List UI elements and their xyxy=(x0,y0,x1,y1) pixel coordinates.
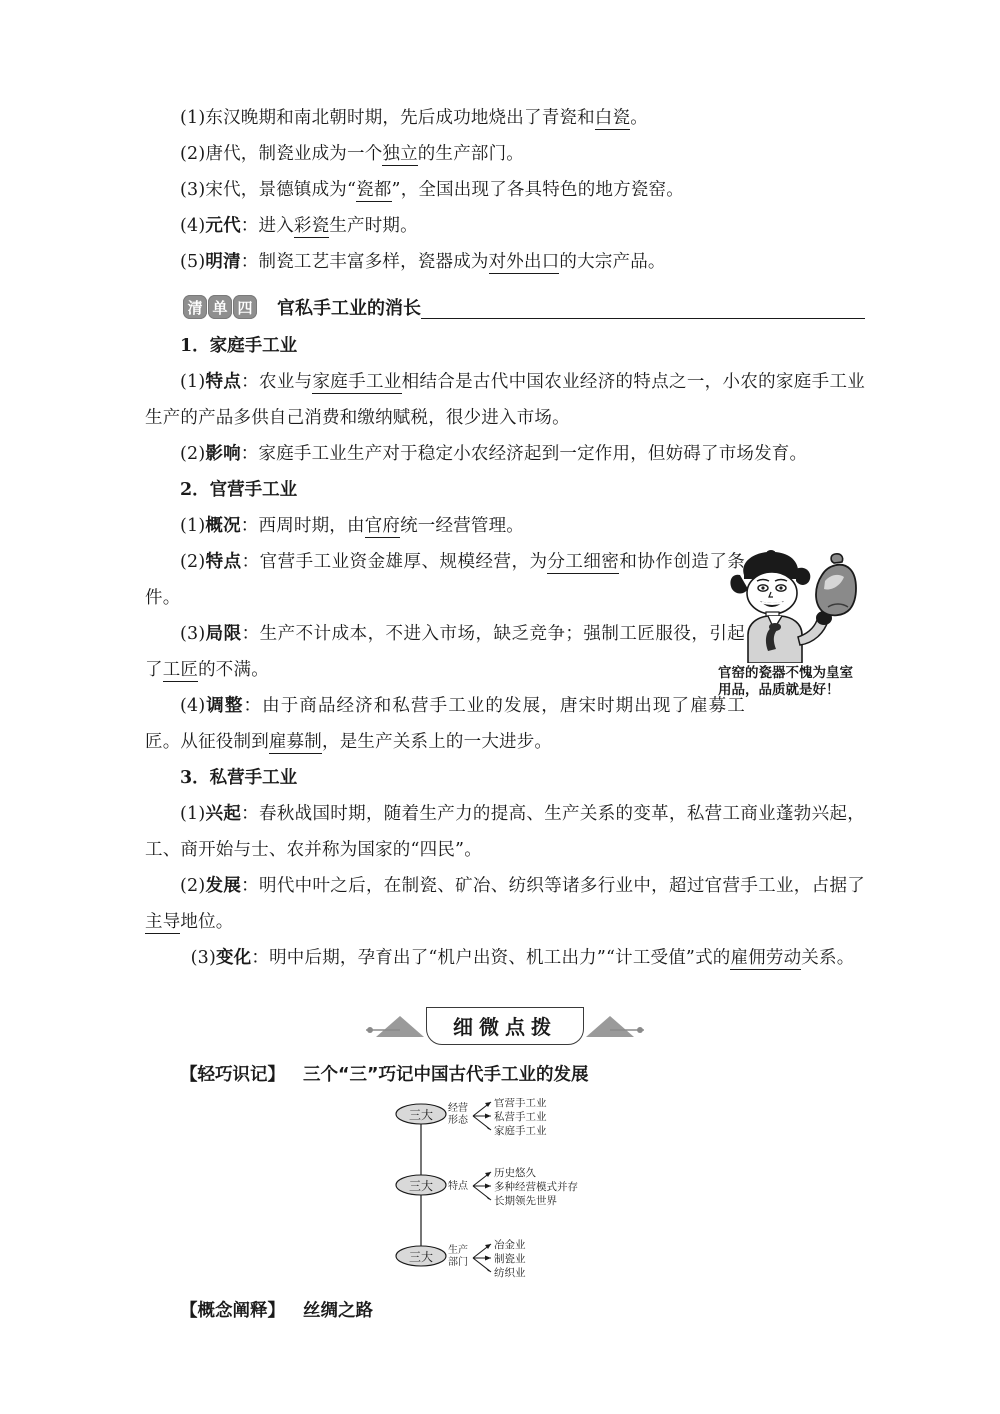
item-text-after: 的大宗产品。 xyxy=(559,252,666,272)
list-item xyxy=(145,136,865,172)
item-text-before: 东汉晚期和南北朝时期，先后成功地烧出了青瓷和 xyxy=(205,108,595,128)
mindmap-node-label: 三大 xyxy=(408,1108,434,1122)
item-label: 变化 xyxy=(215,948,252,968)
list-item xyxy=(145,100,865,136)
mindmap-branch: 家庭手工业 xyxy=(494,1125,547,1137)
cartoon-illustration xyxy=(718,545,864,699)
clause-badge xyxy=(183,295,257,319)
section-heading: 2．官营手工业 xyxy=(180,480,298,500)
tip-body: 丝绸之路 xyxy=(303,1301,373,1321)
item-text-before: 生产不计成本，不进入市场，缺乏竞争；强制工匠服役，引起了 xyxy=(145,624,746,680)
mindmap-branch: 纺织业 xyxy=(494,1267,526,1278)
item-text-after: 的不满。 xyxy=(198,660,269,680)
mindmap-group-label-line: 经营 xyxy=(448,1103,468,1114)
porcelain-list xyxy=(145,100,865,280)
tip-tag: 【概念阐释】 xyxy=(180,1301,285,1321)
mindmap-branch: 官营手工业 xyxy=(494,1098,547,1109)
item-keyword: 工匠 xyxy=(162,660,199,680)
item-sep: ： xyxy=(241,372,259,392)
section-item xyxy=(145,436,865,472)
item-text-before: 由于商品经济和私营手工业的发展，唐宋时期出现了雇募工匠。从征役制到 xyxy=(145,696,745,752)
item-text-before: 家庭手工业生产对于稳定小农经济起到一定作用，但妨碍了市场发育。 xyxy=(258,444,808,464)
item-sep: ： xyxy=(240,516,259,536)
item-keyword: 瓷都 xyxy=(356,180,392,200)
list-item xyxy=(145,172,865,208)
section-banner xyxy=(145,1006,865,1046)
item-label: 局限 xyxy=(205,624,242,644)
item-text-after: 地位。 xyxy=(180,912,234,932)
mindmap-canvas xyxy=(385,1098,625,1278)
badge-char-2: 单 xyxy=(208,295,232,319)
item-text-before: ：制瓷工艺丰富多样，瓷器成为 xyxy=(240,252,489,272)
section-item xyxy=(145,544,745,616)
item-text-after: 的生产部门。 xyxy=(417,144,524,164)
item-text-before: 西周时期，由 xyxy=(258,516,365,536)
item-label: 调整 xyxy=(205,696,244,716)
item-text-after: 。 xyxy=(630,108,648,128)
item-sep: ： xyxy=(243,696,263,716)
item-text-before: 明中后期，孕育出了“机户出资、机工出力”“计工受值”式的 xyxy=(269,948,731,968)
item-number: (2) xyxy=(180,552,206,572)
item-keyword: 家庭手工业 xyxy=(312,372,402,392)
item-keyword: 对外出口 xyxy=(488,252,560,272)
page-content xyxy=(145,100,865,1328)
section-item xyxy=(145,868,865,940)
mindmap-branch: 制瓷业 xyxy=(494,1253,526,1265)
mindmap-node-label: 三大 xyxy=(408,1179,434,1193)
item-number: (4) xyxy=(180,216,206,236)
item-keyword: 独立 xyxy=(382,144,418,164)
section-item xyxy=(145,688,745,760)
item-number: (1) xyxy=(180,804,206,824)
item-keyword: 分工细密 xyxy=(547,552,620,572)
item-keyword: 白瓷 xyxy=(594,108,631,128)
mindmap-branch: 冶金业 xyxy=(494,1239,526,1251)
item-label: 特点 xyxy=(205,372,242,392)
section-item xyxy=(145,796,865,868)
mindmap-node-label: 三大 xyxy=(408,1250,434,1264)
clause-title: 官私手工业的消长 xyxy=(277,298,421,319)
mindmap-group-label-line: 特点 xyxy=(448,1181,468,1192)
item-number: (1) xyxy=(180,372,206,392)
section-item xyxy=(145,508,865,544)
cartoon-caption: 官窑的瓷器不愧为皇室用品，品质就是好！ xyxy=(718,665,853,698)
item-keyword: 雇募制 xyxy=(268,732,323,752)
item-text-before: 宋代，景德镇成为“ xyxy=(205,180,357,200)
mindmap-group-label-line: 部门 xyxy=(448,1257,468,1268)
item-text-after: ”，全国出现了各具特色的地方瓷窑。 xyxy=(391,180,684,200)
tip-line xyxy=(145,1294,865,1328)
clause-rule-line xyxy=(421,317,865,319)
clause-header xyxy=(145,290,865,324)
section-item xyxy=(145,364,865,436)
item-text-after: ，是生产关系上的一大进步。 xyxy=(322,732,553,752)
banner-left-wing-icon xyxy=(366,1013,426,1039)
item-text-before: ：进入 xyxy=(240,216,294,236)
official-with-vase-icon xyxy=(718,545,864,663)
item-number: (1) xyxy=(180,108,206,128)
list-item xyxy=(145,244,865,280)
list-item xyxy=(145,208,865,244)
item-number: (5) xyxy=(180,252,206,272)
item-text-before: 农业与 xyxy=(259,372,313,392)
item-keyword: 官府 xyxy=(364,516,401,536)
item-keyword: 彩瓷 xyxy=(293,216,330,236)
item-sep: ： xyxy=(241,876,259,896)
badge-char-1: 清 xyxy=(183,295,207,319)
mindmap-branch: 长期领先世界 xyxy=(494,1195,557,1207)
section-heading: 1．家庭手工业 xyxy=(180,336,298,356)
item-text-after: 相结合是古代中国农业经济的特点之一，小农的家庭手工业生产的产品多供自己消费和缴纳赋税，很少进入市场。 xyxy=(145,372,865,428)
item-sep: ： xyxy=(241,552,260,572)
tip-body: 三个“三”巧记中国古代手工业的发展 xyxy=(303,1065,589,1085)
item-text-before: 明代中叶之后，在制瓷、矿冶、纺织等诸多行业中，超过官营手工业，占据了 xyxy=(259,876,865,896)
item-label: 影响 xyxy=(205,444,241,464)
item-number: (3) xyxy=(180,624,206,644)
item-sep: ： xyxy=(251,948,270,968)
item-text-before: 唐代，制瓷业成为一个 xyxy=(205,144,383,164)
item-keyword: 主导 xyxy=(145,912,181,932)
item-label: 发展 xyxy=(205,876,242,896)
item-label: 特点 xyxy=(205,552,242,572)
tip-line xyxy=(145,1058,865,1092)
badge-char-3: 四 xyxy=(233,295,257,319)
item-text-after: 统一经营管理。 xyxy=(400,516,525,536)
mindmap-diagram xyxy=(145,1098,865,1278)
item-text-before: 春秋战国时期，随着生产力的提高、生产关系的变革，私营工商业蓬勃兴起，工、商开始与士、农并称为国家的“四民”。 xyxy=(145,804,865,860)
item-sep: ： xyxy=(241,804,259,824)
section-item xyxy=(145,616,745,688)
item-text-after: 和协作创造了条件。 xyxy=(145,552,746,608)
banner-title: 细微点拨 xyxy=(426,1007,584,1045)
mindmap-group-label-line: 生产 xyxy=(448,1245,468,1256)
item-number: (2) xyxy=(180,444,206,464)
tip-tag: 【轻巧识记】 xyxy=(180,1065,285,1085)
item-number: (2) xyxy=(180,876,206,896)
banner-graphic xyxy=(366,1007,644,1045)
mindmap-branch: 历史悠久 xyxy=(494,1167,536,1179)
item-number: (3) xyxy=(190,948,216,968)
item-label: 概况 xyxy=(205,516,241,536)
item-number: (3) xyxy=(180,180,206,200)
item-number: (4) xyxy=(180,696,206,716)
mindmap-group-label-line: 形态 xyxy=(448,1115,468,1126)
item-number: (1) xyxy=(180,516,206,536)
item-keyword: 雇佣劳动 xyxy=(730,948,802,968)
item-text-before: 官营手工业资金雄厚、规模经营，为 xyxy=(259,552,548,572)
item-text-after: 生产时期。 xyxy=(329,216,418,236)
item-number: (2) xyxy=(180,144,206,164)
item-label: 明清 xyxy=(205,252,241,272)
item-sep: ： xyxy=(240,444,259,464)
item-label: 元代 xyxy=(205,216,241,236)
item-sep: ： xyxy=(241,624,260,644)
banner-right-wing-icon xyxy=(584,1013,644,1039)
spacer xyxy=(145,1278,865,1294)
item-text-after: 关系。 xyxy=(801,948,855,968)
section-item xyxy=(145,940,865,976)
section-heading: 3．私营手工业 xyxy=(180,768,298,788)
mindmap-branch: 私营手工业 xyxy=(494,1111,547,1123)
mindmap-branch: 多种经营模式并存 xyxy=(494,1181,578,1193)
item-label: 兴起 xyxy=(205,804,242,824)
